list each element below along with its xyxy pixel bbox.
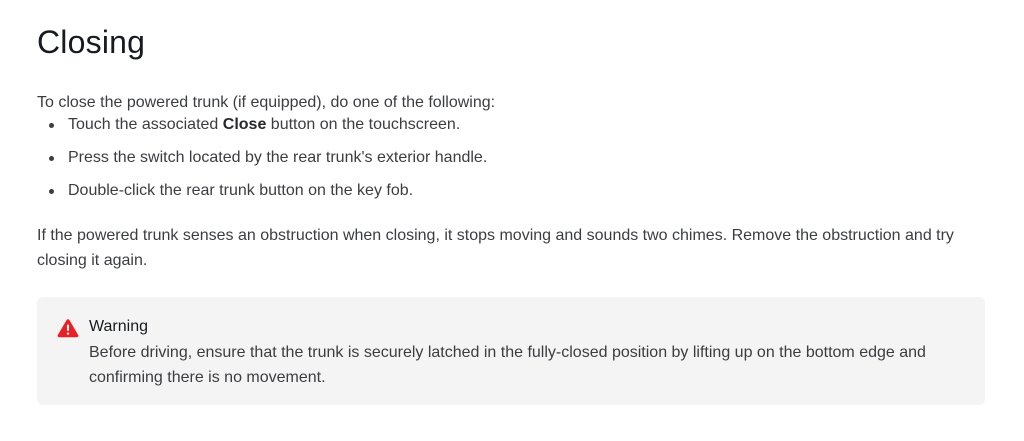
obstruction-paragraph: If the powered trunk senses an obstruction when closing, it stops moving and sounds two chimes. Remove the obstruction and try closing it again. xyxy=(37,227,954,269)
bullet-dot-icon xyxy=(49,189,54,194)
warning-callout xyxy=(37,297,985,405)
list-item xyxy=(37,147,487,169)
list-item-text: Double-click the rear trunk button on the key fob. xyxy=(68,182,414,199)
list-item-bold: Close xyxy=(222,116,267,133)
warning-text: Before driving, ensure that the trunk is securely latched in the fully-closed position by lifting up on the bottom edge and confirming there is no movement. xyxy=(89,344,926,386)
list-item-text: Press the switch located by the rear trunk's exterior handle. xyxy=(68,149,488,166)
section-heading: Closing xyxy=(37,24,146,60)
list-item-text-before: Touch the associated xyxy=(68,116,223,133)
list-item xyxy=(37,180,487,202)
closing-methods-list xyxy=(37,114,487,213)
warning-triangle-icon xyxy=(57,318,79,338)
bullet-dot-icon xyxy=(49,156,54,161)
list-item xyxy=(37,114,487,136)
intro-text: To close the powered trunk (if equipped), do one of the following: xyxy=(37,94,496,111)
list-item-text-after: button on the touchscreen. xyxy=(266,116,461,133)
warning-title: Warning xyxy=(89,318,148,335)
bullet-dot-icon xyxy=(49,123,54,128)
